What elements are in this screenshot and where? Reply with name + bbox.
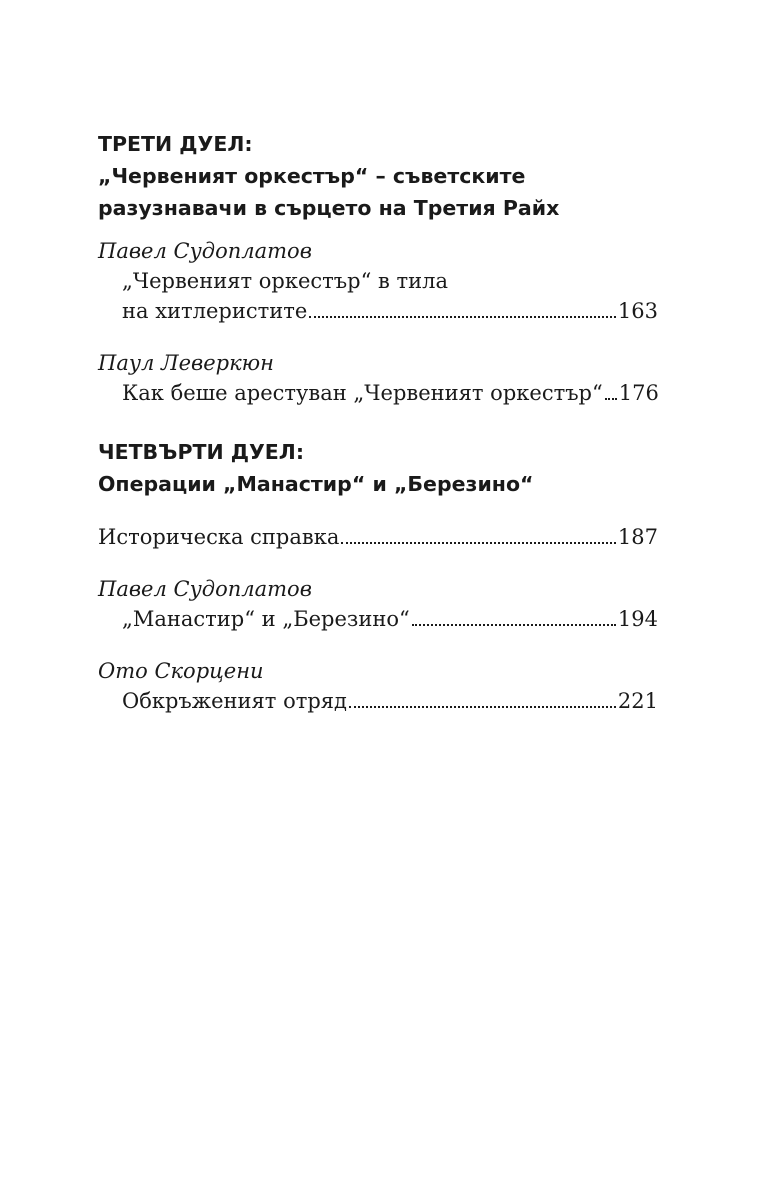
entry-title: Как беше арестуван „Червеният оркестър“	[122, 381, 603, 405]
dot-leader	[349, 706, 616, 708]
section-subtitle-line: разузнавачи в сърцето на Третия Райх	[98, 196, 560, 220]
toc-entry[interactable]	[98, 236, 658, 326]
page-number: 221	[617, 689, 658, 713]
dot-leader	[605, 398, 617, 400]
section-heading: ТРЕТИ ДУЕЛ:	[98, 132, 253, 156]
toc-entry[interactable]	[98, 656, 658, 716]
entry-title: Обкръженият отряд	[122, 689, 347, 713]
toc-entry[interactable]	[98, 574, 658, 634]
entry-author: Павел Судоплатов	[98, 577, 312, 601]
entry-title-line: на хитлеристите	[122, 299, 308, 323]
toc-entry[interactable]	[98, 348, 658, 408]
section-title-fourth-duel	[98, 436, 658, 500]
entry-leader-row	[98, 522, 658, 552]
dot-leader	[341, 542, 616, 544]
dot-leader	[309, 316, 616, 318]
entry-leader-row	[98, 378, 658, 408]
entry-title-line: „Червеният оркестър“ в тила	[122, 269, 448, 293]
entry-author: Ото Скорцени	[98, 659, 264, 683]
entry-author: Павел Судоплатов	[98, 239, 312, 263]
page-number: 187	[617, 525, 658, 549]
page-number: 176	[618, 381, 659, 405]
page-number: 163	[617, 299, 658, 323]
section-heading: ЧЕТВЪРТИ ДУЕЛ:	[98, 440, 305, 464]
section-subtitle-line: Операции „Манастир“ и „Березино“	[98, 472, 534, 496]
entry-leader-row	[98, 604, 658, 634]
page-number: 194	[617, 607, 658, 631]
table-of-contents	[98, 128, 658, 716]
entry-leader-row	[98, 296, 658, 326]
section-subtitle-line: „Червеният оркестър“ – съветските	[98, 164, 526, 188]
toc-entry[interactable]	[98, 522, 658, 552]
dot-leader	[412, 624, 616, 626]
section-title-third-duel	[98, 128, 658, 224]
entry-author: Паул Леверкюн	[98, 351, 274, 375]
entry-leader-row	[98, 686, 658, 716]
entry-title: „Манастир“ и „Березино“	[122, 607, 410, 631]
entry-title: Историческа справка	[98, 525, 340, 549]
